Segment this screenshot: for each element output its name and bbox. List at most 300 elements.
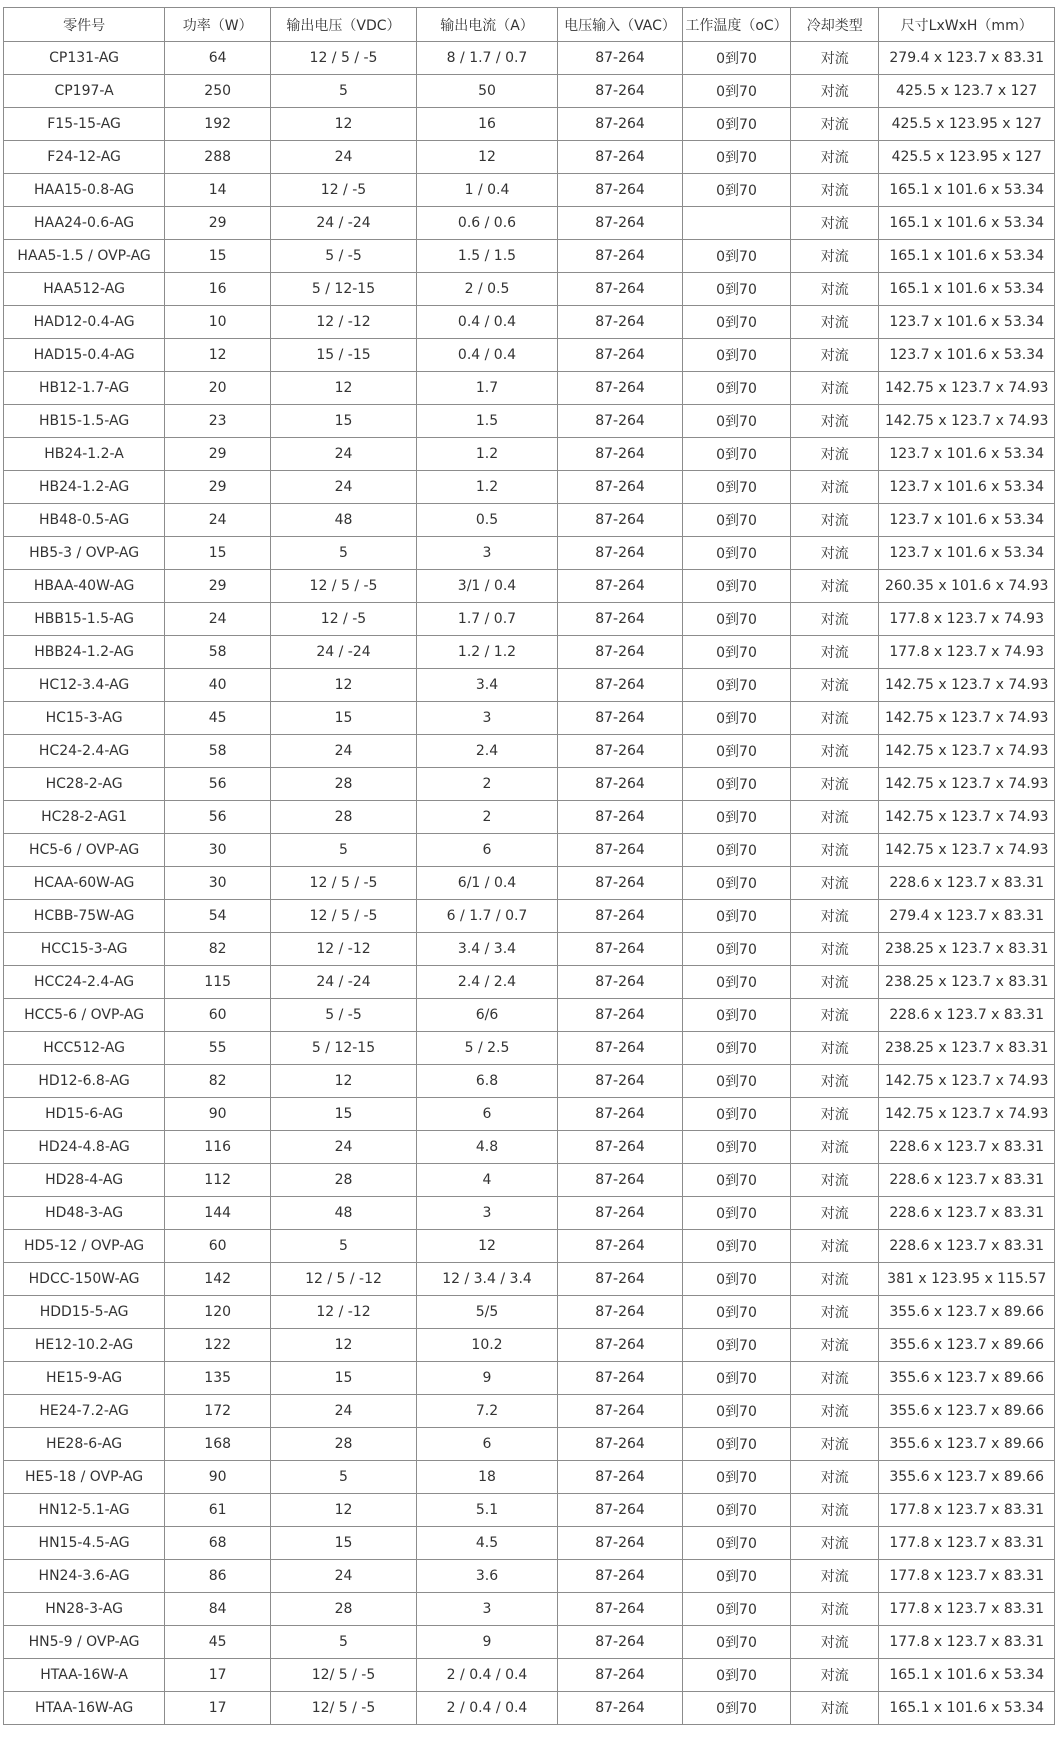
cell-cooling-type: 对流 xyxy=(791,438,879,471)
table-row xyxy=(4,1329,1055,1362)
cell-output-current: 4.8 xyxy=(416,1131,557,1164)
cell-cooling-type: 对流 xyxy=(791,801,879,834)
cell-power: 168 xyxy=(165,1428,271,1461)
cell-part-number: HCC15-3-AG xyxy=(4,933,165,966)
cell-part-number: CP197-A xyxy=(4,75,165,108)
cell-cooling-type: 对流 xyxy=(791,966,879,999)
cell-output-voltage: 24 xyxy=(271,471,417,504)
cell-input-voltage: 87-264 xyxy=(558,1230,683,1263)
cell-output-voltage: 12 / 5 / -5 xyxy=(271,42,417,75)
table-row xyxy=(4,867,1055,900)
cell-power: 23 xyxy=(165,405,271,438)
cell-dimensions: 279.4 x 123.7 x 83.31 xyxy=(879,900,1055,933)
cell-output-voltage: 5 xyxy=(271,75,417,108)
cell-part-number: F15-15-AG xyxy=(4,108,165,141)
cell-output-current: 1.5 / 1.5 xyxy=(416,240,557,273)
cell-output-voltage: 24 / -24 xyxy=(271,966,417,999)
cell-power: 86 xyxy=(165,1560,271,1593)
cell-operating-temperature: 0到70 xyxy=(682,471,790,504)
table-row xyxy=(4,141,1055,174)
cell-part-number: HN24-3.6-AG xyxy=(4,1560,165,1593)
cell-operating-temperature: 0到70 xyxy=(682,1626,790,1659)
cell-dimensions: 165.1 x 101.6 x 53.34 xyxy=(879,1692,1055,1725)
cell-dimensions: 228.6 x 123.7 x 83.31 xyxy=(879,1197,1055,1230)
cell-input-voltage: 87-264 xyxy=(558,1065,683,1098)
cell-cooling-type: 对流 xyxy=(791,1692,879,1725)
cell-power: 17 xyxy=(165,1692,271,1725)
cell-input-voltage: 87-264 xyxy=(558,174,683,207)
cell-input-voltage: 87-264 xyxy=(558,405,683,438)
cell-input-voltage: 87-264 xyxy=(558,1263,683,1296)
cell-power: 120 xyxy=(165,1296,271,1329)
cell-power: 29 xyxy=(165,207,271,240)
table-row xyxy=(4,1494,1055,1527)
cell-input-voltage: 87-264 xyxy=(558,339,683,372)
cell-part-number: HC12-3.4-AG xyxy=(4,669,165,702)
table-row xyxy=(4,1659,1055,1692)
cell-input-voltage: 87-264 xyxy=(558,1626,683,1659)
cell-output-voltage: 5 xyxy=(271,834,417,867)
cell-input-voltage: 87-264 xyxy=(558,1164,683,1197)
cell-output-voltage: 15 xyxy=(271,1362,417,1395)
cell-part-number: HC5-6 / OVP-AG xyxy=(4,834,165,867)
table-row xyxy=(4,636,1055,669)
cell-part-number: HD48-3-AG xyxy=(4,1197,165,1230)
cell-power: 61 xyxy=(165,1494,271,1527)
cell-cooling-type: 对流 xyxy=(791,1131,879,1164)
cell-part-number: HC24-2.4-AG xyxy=(4,735,165,768)
cell-cooling-type: 对流 xyxy=(791,933,879,966)
cell-cooling-type: 对流 xyxy=(791,1230,879,1263)
cell-input-voltage: 87-264 xyxy=(558,240,683,273)
cell-operating-temperature xyxy=(682,207,790,240)
cell-power: 288 xyxy=(165,141,271,174)
cell-cooling-type: 对流 xyxy=(791,504,879,537)
cell-dimensions: 142.75 x 123.7 x 74.93 xyxy=(879,405,1055,438)
cell-power: 15 xyxy=(165,240,271,273)
table-row xyxy=(4,174,1055,207)
cell-power: 82 xyxy=(165,1065,271,1098)
table-row xyxy=(4,768,1055,801)
cell-operating-temperature: 0到70 xyxy=(682,603,790,636)
cell-power: 64 xyxy=(165,42,271,75)
cell-operating-temperature: 0到70 xyxy=(682,405,790,438)
header-output-current: 输出电流（A） xyxy=(416,8,557,42)
cell-part-number: HE15-9-AG xyxy=(4,1362,165,1395)
cell-input-voltage: 87-264 xyxy=(558,1527,683,1560)
table-row xyxy=(4,1692,1055,1725)
cell-part-number: HCC512-AG xyxy=(4,1032,165,1065)
cell-dimensions: 142.75 x 123.7 x 74.93 xyxy=(879,801,1055,834)
cell-cooling-type: 对流 xyxy=(791,306,879,339)
cell-dimensions: 381 x 123.95 x 115.57 xyxy=(879,1263,1055,1296)
cell-output-current: 3 xyxy=(416,702,557,735)
cell-operating-temperature: 0到70 xyxy=(682,1428,790,1461)
cell-output-current: 3 xyxy=(416,537,557,570)
power-supply-spec-table xyxy=(3,7,1055,1725)
cell-output-current: 6.8 xyxy=(416,1065,557,1098)
cell-cooling-type: 对流 xyxy=(791,834,879,867)
header-cooling-type: 冷却类型 xyxy=(791,8,879,42)
cell-dimensions: 238.25 x 123.7 x 83.31 xyxy=(879,966,1055,999)
cell-output-voltage: 5 / 12-15 xyxy=(271,273,417,306)
cell-cooling-type: 对流 xyxy=(791,75,879,108)
cell-part-number: HAD15-0.4-AG xyxy=(4,339,165,372)
spec-table-container xyxy=(3,7,1055,1725)
cell-dimensions: 123.7 x 101.6 x 53.34 xyxy=(879,537,1055,570)
cell-dimensions: 355.6 x 123.7 x 89.66 xyxy=(879,1296,1055,1329)
cell-operating-temperature: 0到70 xyxy=(682,570,790,603)
cell-power: 45 xyxy=(165,702,271,735)
table-row xyxy=(4,1428,1055,1461)
cell-operating-temperature: 0到70 xyxy=(682,1164,790,1197)
cell-cooling-type: 对流 xyxy=(791,372,879,405)
header-operating-temperature: 工作温度（oC） xyxy=(682,8,790,42)
table-row xyxy=(4,966,1055,999)
table-body xyxy=(4,42,1055,1725)
cell-input-voltage: 87-264 xyxy=(558,603,683,636)
cell-output-voltage: 28 xyxy=(271,801,417,834)
table-row xyxy=(4,207,1055,240)
table-row xyxy=(4,1164,1055,1197)
cell-input-voltage: 87-264 xyxy=(558,1461,683,1494)
cell-cooling-type: 对流 xyxy=(791,537,879,570)
cell-part-number: HAA512-AG xyxy=(4,273,165,306)
cell-output-voltage: 48 xyxy=(271,504,417,537)
cell-operating-temperature: 0到70 xyxy=(682,1692,790,1725)
cell-power: 192 xyxy=(165,108,271,141)
cell-dimensions: 142.75 x 123.7 x 74.93 xyxy=(879,372,1055,405)
cell-power: 84 xyxy=(165,1593,271,1626)
cell-part-number: HD28-4-AG xyxy=(4,1164,165,1197)
cell-cooling-type: 对流 xyxy=(791,1197,879,1230)
cell-input-voltage: 87-264 xyxy=(558,273,683,306)
cell-cooling-type: 对流 xyxy=(791,1428,879,1461)
table-row xyxy=(4,1626,1055,1659)
cell-cooling-type: 对流 xyxy=(791,339,879,372)
cell-part-number: HTAA-16W-A xyxy=(4,1659,165,1692)
cell-dimensions: 228.6 x 123.7 x 83.31 xyxy=(879,1230,1055,1263)
cell-output-voltage: 24 xyxy=(271,141,417,174)
cell-dimensions: 355.6 x 123.7 x 89.66 xyxy=(879,1329,1055,1362)
cell-cooling-type: 对流 xyxy=(791,1164,879,1197)
cell-dimensions: 228.6 x 123.7 x 83.31 xyxy=(879,867,1055,900)
table-row xyxy=(4,1593,1055,1626)
cell-operating-temperature: 0到70 xyxy=(682,1197,790,1230)
cell-operating-temperature: 0到70 xyxy=(682,999,790,1032)
cell-input-voltage: 87-264 xyxy=(558,306,683,339)
cell-part-number: HD12-6.8-AG xyxy=(4,1065,165,1098)
cell-operating-temperature: 0到70 xyxy=(682,1131,790,1164)
cell-input-voltage: 87-264 xyxy=(558,207,683,240)
cell-cooling-type: 对流 xyxy=(791,1296,879,1329)
cell-dimensions: 228.6 x 123.7 x 83.31 xyxy=(879,1164,1055,1197)
cell-part-number: HTAA-16W-AG xyxy=(4,1692,165,1725)
cell-operating-temperature: 0到70 xyxy=(682,108,790,141)
cell-part-number: HE12-10.2-AG xyxy=(4,1329,165,1362)
cell-input-voltage: 87-264 xyxy=(558,636,683,669)
cell-power: 56 xyxy=(165,801,271,834)
cell-cooling-type: 对流 xyxy=(791,1032,879,1065)
cell-operating-temperature: 0到70 xyxy=(682,1593,790,1626)
cell-output-voltage: 12 xyxy=(271,108,417,141)
cell-output-current: 1.2 xyxy=(416,438,557,471)
cell-part-number: HB48-0.5-AG xyxy=(4,504,165,537)
cell-power: 250 xyxy=(165,75,271,108)
cell-output-voltage: 12 xyxy=(271,1329,417,1362)
cell-cooling-type: 对流 xyxy=(791,1395,879,1428)
cell-cooling-type: 对流 xyxy=(791,207,879,240)
cell-cooling-type: 对流 xyxy=(791,1065,879,1098)
cell-output-current: 2.4 xyxy=(416,735,557,768)
cell-power: 29 xyxy=(165,471,271,504)
table-row xyxy=(4,801,1055,834)
cell-operating-temperature: 0到70 xyxy=(682,735,790,768)
table-row xyxy=(4,504,1055,537)
cell-output-current: 2 xyxy=(416,768,557,801)
cell-dimensions: 228.6 x 123.7 x 83.31 xyxy=(879,999,1055,1032)
cell-cooling-type: 对流 xyxy=(791,603,879,636)
table-row xyxy=(4,1098,1055,1131)
table-row xyxy=(4,1263,1055,1296)
cell-part-number: HAA5-1.5 / OVP-AG xyxy=(4,240,165,273)
cell-output-voltage: 24 xyxy=(271,1131,417,1164)
cell-input-voltage: 87-264 xyxy=(558,867,683,900)
table-row xyxy=(4,1560,1055,1593)
cell-output-current: 6/6 xyxy=(416,999,557,1032)
cell-output-voltage: 12 / -12 xyxy=(271,1296,417,1329)
table-row xyxy=(4,735,1055,768)
cell-input-voltage: 87-264 xyxy=(558,1593,683,1626)
cell-input-voltage: 87-264 xyxy=(558,768,683,801)
cell-part-number: HCC24-2.4-AG xyxy=(4,966,165,999)
cell-operating-temperature: 0到70 xyxy=(682,1230,790,1263)
cell-part-number: HCAA-60W-AG xyxy=(4,867,165,900)
cell-dimensions: 123.7 x 101.6 x 53.34 xyxy=(879,306,1055,339)
table-row xyxy=(4,75,1055,108)
cell-output-voltage: 12 / 5 / -5 xyxy=(271,570,417,603)
cell-output-current: 0.6 / 0.6 xyxy=(416,207,557,240)
cell-input-voltage: 87-264 xyxy=(558,933,683,966)
table-row xyxy=(4,834,1055,867)
cell-cooling-type: 对流 xyxy=(791,273,879,306)
cell-output-voltage: 24 xyxy=(271,735,417,768)
cell-output-current: 1.7 xyxy=(416,372,557,405)
table-row xyxy=(4,1230,1055,1263)
cell-output-current: 9 xyxy=(416,1626,557,1659)
cell-cooling-type: 对流 xyxy=(791,900,879,933)
cell-power: 45 xyxy=(165,1626,271,1659)
cell-power: 30 xyxy=(165,834,271,867)
cell-operating-temperature: 0到70 xyxy=(682,1560,790,1593)
cell-output-voltage: 12 xyxy=(271,669,417,702)
table-row xyxy=(4,405,1055,438)
cell-part-number: HN5-9 / OVP-AG xyxy=(4,1626,165,1659)
cell-input-voltage: 87-264 xyxy=(558,966,683,999)
cell-power: 15 xyxy=(165,537,271,570)
cell-dimensions: 425.5 x 123.7 x 127 xyxy=(879,75,1055,108)
cell-operating-temperature: 0到70 xyxy=(682,834,790,867)
cell-output-voltage: 15 / -15 xyxy=(271,339,417,372)
cell-part-number: HE5-18 / OVP-AG xyxy=(4,1461,165,1494)
cell-operating-temperature: 0到70 xyxy=(682,1659,790,1692)
cell-dimensions: 123.7 x 101.6 x 53.34 xyxy=(879,438,1055,471)
cell-part-number: HN28-3-AG xyxy=(4,1593,165,1626)
cell-output-current: 3 xyxy=(416,1197,557,1230)
cell-dimensions: 355.6 x 123.7 x 89.66 xyxy=(879,1461,1055,1494)
cell-output-voltage: 24 xyxy=(271,438,417,471)
cell-dimensions: 238.25 x 123.7 x 83.31 xyxy=(879,933,1055,966)
cell-input-voltage: 87-264 xyxy=(558,900,683,933)
cell-output-current: 1 / 0.4 xyxy=(416,174,557,207)
cell-operating-temperature: 0到70 xyxy=(682,339,790,372)
table-row xyxy=(4,42,1055,75)
cell-output-voltage: 5 xyxy=(271,537,417,570)
cell-cooling-type: 对流 xyxy=(791,108,879,141)
cell-input-voltage: 87-264 xyxy=(558,1692,683,1725)
cell-power: 10 xyxy=(165,306,271,339)
cell-cooling-type: 对流 xyxy=(791,1494,879,1527)
cell-output-voltage: 28 xyxy=(271,1593,417,1626)
cell-part-number: HC28-2-AG1 xyxy=(4,801,165,834)
cell-output-current: 1.7 / 0.7 xyxy=(416,603,557,636)
cell-output-voltage: 24 xyxy=(271,1395,417,1428)
cell-cooling-type: 对流 xyxy=(791,636,879,669)
table-row xyxy=(4,1131,1055,1164)
table-row xyxy=(4,669,1055,702)
cell-part-number: HD24-4.8-AG xyxy=(4,1131,165,1164)
table-row xyxy=(4,1362,1055,1395)
cell-part-number: HB24-1.2-AG xyxy=(4,471,165,504)
cell-output-current: 6/1 / 0.4 xyxy=(416,867,557,900)
cell-power: 30 xyxy=(165,867,271,900)
cell-dimensions: 165.1 x 101.6 x 53.34 xyxy=(879,174,1055,207)
cell-dimensions: 177.8 x 123.7 x 83.31 xyxy=(879,1494,1055,1527)
cell-output-voltage: 12 xyxy=(271,1065,417,1098)
cell-dimensions: 142.75 x 123.7 x 74.93 xyxy=(879,1098,1055,1131)
cell-output-current: 8 / 1.7 / 0.7 xyxy=(416,42,557,75)
cell-output-current: 4 xyxy=(416,1164,557,1197)
cell-power: 68 xyxy=(165,1527,271,1560)
cell-cooling-type: 对流 xyxy=(791,1659,879,1692)
cell-power: 60 xyxy=(165,1230,271,1263)
cell-power: 20 xyxy=(165,372,271,405)
cell-power: 82 xyxy=(165,933,271,966)
cell-output-current: 6 / 1.7 / 0.7 xyxy=(416,900,557,933)
cell-input-voltage: 87-264 xyxy=(558,438,683,471)
cell-dimensions: 123.7 x 101.6 x 53.34 xyxy=(879,339,1055,372)
header-part-number: 零件号 xyxy=(4,8,165,42)
table-row xyxy=(4,306,1055,339)
cell-output-current: 10.2 xyxy=(416,1329,557,1362)
cell-cooling-type: 对流 xyxy=(791,1263,879,1296)
cell-output-current: 0.4 / 0.4 xyxy=(416,339,557,372)
cell-output-voltage: 5 xyxy=(271,1626,417,1659)
cell-dimensions: 123.7 x 101.6 x 53.34 xyxy=(879,471,1055,504)
cell-input-voltage: 87-264 xyxy=(558,702,683,735)
cell-operating-temperature: 0到70 xyxy=(682,1362,790,1395)
header-dimensions: 尺寸LxWxH（mm） xyxy=(879,8,1055,42)
cell-power: 24 xyxy=(165,603,271,636)
table-row xyxy=(4,537,1055,570)
cell-input-voltage: 87-264 xyxy=(558,504,683,537)
cell-dimensions: 425.5 x 123.95 x 127 xyxy=(879,108,1055,141)
cell-output-current: 3/1 / 0.4 xyxy=(416,570,557,603)
cell-power: 54 xyxy=(165,900,271,933)
cell-output-current: 2.4 / 2.4 xyxy=(416,966,557,999)
cell-cooling-type: 对流 xyxy=(791,570,879,603)
cell-output-current: 3.4 xyxy=(416,669,557,702)
cell-output-voltage: 5 xyxy=(271,1461,417,1494)
cell-part-number: HCBB-75W-AG xyxy=(4,900,165,933)
cell-input-voltage: 87-264 xyxy=(558,1494,683,1527)
cell-operating-temperature: 0到70 xyxy=(682,372,790,405)
header-input-voltage: 电压输入（VAC） xyxy=(558,8,683,42)
cell-dimensions: 142.75 x 123.7 x 74.93 xyxy=(879,702,1055,735)
cell-output-voltage: 12 / -12 xyxy=(271,306,417,339)
cell-input-voltage: 87-264 xyxy=(558,1362,683,1395)
cell-part-number: HAA15-0.8-AG xyxy=(4,174,165,207)
cell-input-voltage: 87-264 xyxy=(558,1197,683,1230)
cell-operating-temperature: 0到70 xyxy=(682,537,790,570)
cell-part-number: HBB15-1.5-AG xyxy=(4,603,165,636)
cell-output-current: 50 xyxy=(416,75,557,108)
cell-output-current: 5 / 2.5 xyxy=(416,1032,557,1065)
cell-output-current: 12 xyxy=(416,141,557,174)
cell-cooling-type: 对流 xyxy=(791,1329,879,1362)
cell-power: 24 xyxy=(165,504,271,537)
cell-dimensions: 260.35 x 101.6 x 74.93 xyxy=(879,570,1055,603)
cell-power: 58 xyxy=(165,735,271,768)
table-row xyxy=(4,900,1055,933)
cell-dimensions: 165.1 x 101.6 x 53.34 xyxy=(879,240,1055,273)
cell-operating-temperature: 0到70 xyxy=(682,1461,790,1494)
cell-operating-temperature: 0到70 xyxy=(682,504,790,537)
cell-output-voltage: 12/ 5 / -5 xyxy=(271,1659,417,1692)
table-row xyxy=(4,1197,1055,1230)
table-row xyxy=(4,1065,1055,1098)
cell-output-voltage: 12 / -5 xyxy=(271,174,417,207)
cell-part-number: HE28-6-AG xyxy=(4,1428,165,1461)
cell-output-current: 1.2 / 1.2 xyxy=(416,636,557,669)
cell-input-voltage: 87-264 xyxy=(558,108,683,141)
cell-operating-temperature: 0到70 xyxy=(682,174,790,207)
cell-output-voltage: 12 / 5 / -5 xyxy=(271,900,417,933)
cell-dimensions: 228.6 x 123.7 x 83.31 xyxy=(879,1131,1055,1164)
cell-part-number: HB12-1.7-AG xyxy=(4,372,165,405)
cell-output-voltage: 24 / -24 xyxy=(271,636,417,669)
cell-power: 55 xyxy=(165,1032,271,1065)
table-row xyxy=(4,372,1055,405)
cell-operating-temperature: 0到70 xyxy=(682,1032,790,1065)
cell-part-number: HC15-3-AG xyxy=(4,702,165,735)
cell-output-voltage: 24 xyxy=(271,1560,417,1593)
cell-operating-temperature: 0到70 xyxy=(682,273,790,306)
cell-operating-temperature: 0到70 xyxy=(682,1065,790,1098)
cell-output-voltage: 5 / 12-15 xyxy=(271,1032,417,1065)
cell-output-voltage: 24 / -24 xyxy=(271,207,417,240)
cell-output-voltage: 5 xyxy=(271,1230,417,1263)
cell-dimensions: 177.8 x 123.7 x 74.93 xyxy=(879,603,1055,636)
cell-part-number: HB15-1.5-AG xyxy=(4,405,165,438)
cell-output-current: 0.4 / 0.4 xyxy=(416,306,557,339)
cell-dimensions: 355.6 x 123.7 x 89.66 xyxy=(879,1395,1055,1428)
cell-power: 142 xyxy=(165,1263,271,1296)
cell-output-current: 18 xyxy=(416,1461,557,1494)
cell-input-voltage: 87-264 xyxy=(558,801,683,834)
cell-cooling-type: 对流 xyxy=(791,768,879,801)
cell-power: 90 xyxy=(165,1098,271,1131)
